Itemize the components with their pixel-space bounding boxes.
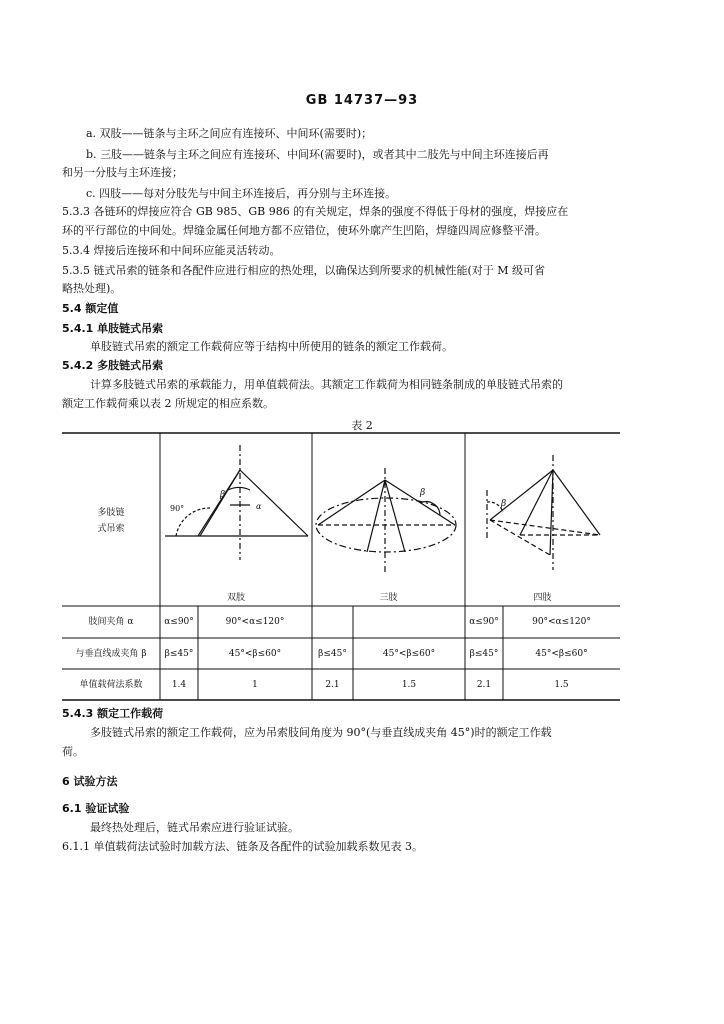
- table-cell: 1.5: [554, 680, 569, 690]
- table-cell: 1: [252, 680, 258, 690]
- section-5-4-heading: 5.4 额定值: [62, 302, 119, 315]
- text-line: c. 四肢——每对分肢先与中间主环连接后，再分别与主环连接。: [86, 187, 397, 200]
- clause-5-3-3: 5.3.3 各链环的焊接应符合 GB 985、GB 986 的有关规定，焊条的强度不得低于母材的强度，焊接应在: [62, 205, 569, 218]
- table-cell: 2.1: [325, 680, 340, 690]
- table-cell: 1.5: [401, 680, 417, 690]
- angle-90-label: 90°: [170, 504, 185, 513]
- table-caption: 表 2: [351, 419, 373, 432]
- text-line: 环的平行部位的中间处。焊缝金属任何地方都不应错位，使环外廓产生凹陷，焊缝四周应修整平滑。: [62, 224, 546, 237]
- beta-label: β: [501, 499, 507, 509]
- text-line: 额定工作载荷乘以表 2 所规定的相应系数。: [62, 397, 274, 410]
- group-four-leg: 四肢: [533, 593, 552, 603]
- table-cell: α≤90°: [164, 617, 194, 627]
- clause-5-3-4: 5.3.4 焊接后连接环和中间环应能灵活转动。: [62, 244, 281, 257]
- page-header: GB 14737—93: [305, 93, 419, 108]
- three-leg-sling-figure: [316, 468, 456, 575]
- clause-5-4-3-heading: 5.4.3 额定工作载荷: [62, 707, 164, 720]
- table-cell: 45°<β≤60°: [382, 649, 436, 659]
- group-three-leg: 三肢: [379, 593, 398, 603]
- clause-5-4-2-heading: 5.4.2 多肢链式吊索: [62, 359, 164, 372]
- beta-label: β: [420, 488, 426, 498]
- row-label-sling: 多肢链: [97, 508, 125, 518]
- table-cell: 45°<β≤60°: [535, 649, 588, 659]
- row-header: 单值载荷法系数: [79, 680, 143, 690]
- text-line: a. 双肢——链条与主环之间应有连接环、中间环(需要时)；: [86, 127, 373, 140]
- clause-6-1-heading: 6.1 验证试验: [62, 802, 130, 815]
- table-cell: α≤90°: [469, 617, 499, 627]
- group-two-leg: 双肢: [226, 593, 245, 603]
- table-cell: 2.1: [476, 680, 492, 690]
- clause-5-3-5: 5.3.5 链式吊索的链条和各配件应进行相应的热处理，以确保达到所要求的机械性能(对于 M 级可省: [62, 264, 546, 277]
- text-line: 和另一分肢与主环连接；: [62, 166, 183, 179]
- text-line: b. 三肢——链条与主环之间应有连接环、中间环(需要时)，或者其中二肢先与中间主环连接后再: [86, 148, 549, 161]
- table-cell: β≤45°: [318, 649, 347, 659]
- text-line: 计算多肢链式吊索的承载能力，用单值载荷法。其额定工作载荷为相同链条制成的单肢链式吊索的: [90, 378, 563, 391]
- row-label-sling: 式吊索: [97, 524, 125, 534]
- clause-6-1-1: 6.1.1 单值载荷法试验时加载方法、链条及各配件的试验加载系数见表 3。: [62, 840, 423, 853]
- table-cell: 1.4: [171, 680, 187, 690]
- table-cell: 45°<β≤60°: [228, 649, 282, 659]
- beta-label: β: [220, 490, 226, 500]
- text-line: 荷。: [62, 745, 84, 758]
- row-header: 与垂直线成夹角 β: [75, 649, 147, 659]
- table-cell: 90°<α≤120°: [532, 617, 591, 627]
- section-6-heading: 6 试验方法: [62, 775, 118, 788]
- text-line: 多肢链式吊索的额定工作载荷，应为吊索肢间角度为 90°(与垂直线成夹角 45°)时的额定工作载: [90, 726, 552, 739]
- alpha-label: α: [256, 502, 262, 511]
- table-cell: 90°<α≤120°: [225, 617, 285, 627]
- text-line: 最终热处理后，链式吊索应进行验证试验。: [90, 821, 299, 834]
- table-cell: β≤45°: [164, 649, 194, 659]
- two-leg-sling-figure: [165, 445, 308, 560]
- four-leg-sling-figure: [487, 455, 600, 570]
- table-cell: β≤45°: [469, 649, 499, 659]
- row-header: 肢间夹角 α: [88, 617, 134, 627]
- text-line: 略热处理)。: [62, 282, 122, 295]
- text-line: 单肢链式吊索的额定工作载荷应等于结构中所使用的链条的额定工作载荷。: [90, 340, 453, 353]
- clause-5-4-1-heading: 5.4.1 单肢链式吊索: [62, 322, 164, 335]
